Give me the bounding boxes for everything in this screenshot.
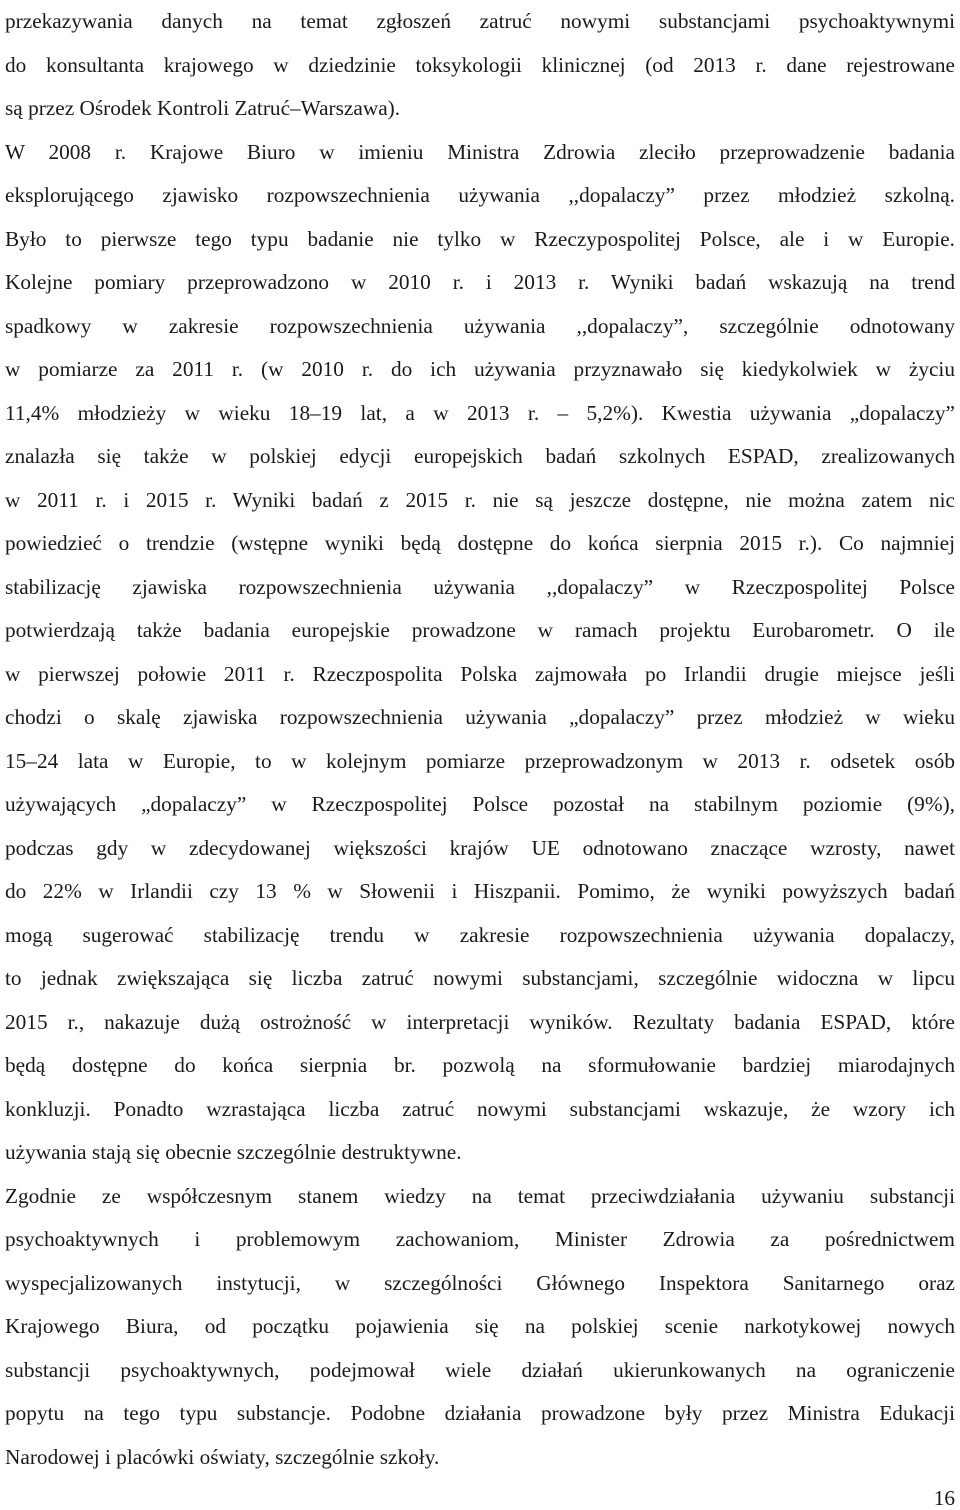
page-number: 16 bbox=[933, 1486, 955, 1510]
document-body bbox=[5, 0, 955, 1479]
text-line: eksplorującego zjawisko rozpowszechnienia używania ,,dopalaczy” przez młodzież szkolną. bbox=[5, 183, 955, 207]
text-line: W 2008 r. Krajowe Biuro w imieniu Ministra Zdrowia zleciło przeprowadzenie badania bbox=[5, 139, 955, 164]
text-line: popytu na tego typu substancje. Podobne działania prowadzone były przez Ministra Edukacji bbox=[5, 1401, 955, 1425]
text-line: Narodowej i placówki oświaty, szczególnie szkoły. bbox=[5, 1444, 440, 1469]
text-line: Zgodnie ze współczesnym stanem wiedzy na temat przeciwdziałania używaniu substancji bbox=[5, 1183, 955, 1208]
text-line: w pierwszej połowie 2011 r. Rzeczpospolita Polska zajmowała po Irlandii drugie miejsce jeśli bbox=[5, 661, 955, 686]
text-line: są przez Ośrodek Kontroli Zatruć–Warszawa). bbox=[5, 96, 401, 120]
text-line: będą dostępne do końca sierpnia br. pozwolą na sformułowanie bardziej miarodajnych bbox=[5, 1053, 955, 1077]
text-line: przekazywania danych na temat zgłoszeń zatruć nowymi substancjami psychoaktywnymi bbox=[5, 9, 955, 33]
text-line: stabilizację zjawiska rozpowszechnienia używania ,,dopalaczy” w Rzeczpospolitej Polsce bbox=[5, 574, 955, 599]
text-line: w pomiarze za 2011 r. (w 2010 r. do ich używania przyznawało się kiedykolwiek w życiu bbox=[5, 357, 955, 381]
text-line: substancji psychoaktywnych, podejmował wiele działań ukierunkowanych na ograniczenie bbox=[5, 1357, 955, 1382]
text-line: znalazła się także w polskiej edycji europejskich badań szkolnych ESPAD, zrealizowanych bbox=[5, 444, 955, 468]
text-line: do konsultanta krajowego w dziedzinie toksykologii klinicznej (od 2013 r. dane rejestrowane bbox=[5, 52, 955, 77]
text-line: Kolejne pomiary przeprowadzono w 2010 r. i 2013 r. Wyniki badań wskazują na trend bbox=[5, 270, 955, 294]
text-line: Było to pierwsze tego typu badanie nie tylko w Rzeczypospolitej Polsce, ale i w Europie. bbox=[5, 226, 955, 251]
text-line: wyspecjalizowanych instytucji, w szczególności Głównego Inspektora Sanitarnego oraz bbox=[5, 1270, 955, 1295]
text-line: potwierdzają także badania europejskie prowadzone w ramach projektu Eurobarometr. O ile bbox=[5, 618, 955, 642]
text-line: 15–24 lata w Europie, to w kolejnym pomiarze przeprowadzonym w 2013 r. odsetek osób bbox=[5, 748, 955, 773]
text-line: 11,4% młodzieży w wieku 18–19 lat, a w 2013 r. – 5,2%). Kwestia używania „dopalaczy” bbox=[5, 400, 955, 425]
text-line: powiedzieć o trendzie (wstępne wyniki będą dostępne do końca sierpnia 2015 r.). Co najmniej bbox=[5, 531, 955, 555]
text-line: podczas gdy w zdecydowanej większości krajów UE odnotowano znaczące wzrosty, nawet bbox=[5, 835, 955, 860]
text-line: Krajowego Biura, od początku pojawienia się na polskiej scenie narkotykowej nowych bbox=[5, 1314, 955, 1338]
text-line: w 2011 r. i 2015 r. Wyniki badań z 2015 r. nie są jeszcze dostępne, nie można zatem nic bbox=[5, 487, 955, 512]
text-line: konkluzji. Ponadto wzrastająca liczba zatruć nowymi substancjami wskazuje, że wzory ich bbox=[5, 1096, 955, 1121]
text-line: mogą sugerować stabilizację trendu w zakresie rozpowszechnienia używania dopalaczy, bbox=[5, 922, 955, 947]
text-line: to jednak zwiększająca się liczba zatruć nowymi substancjami, szczególnie widoczna w lipcu bbox=[5, 966, 955, 990]
text-line: używających „dopalaczy” w Rzeczpospolitej Polsce pozostał na stabilnym poziomie (9%), bbox=[5, 792, 955, 816]
text-line: chodzi o skalę zjawiska rozpowszechnienia używania „dopalaczy” przez młodzież w wieku bbox=[5, 705, 955, 729]
text-line: psychoaktywnych i problemowym zachowaniom, Minister Zdrowia za pośrednictwem bbox=[5, 1227, 955, 1251]
text-line: używania stają się obecnie szczególnie destruktywne. bbox=[5, 1140, 462, 1164]
text-line: do 22% w Irlandii czy 13 % w Słowenii i Hiszpanii. Pomimo, że wyniki powyższych badań bbox=[5, 879, 955, 903]
text-line: spadkowy w zakresie rozpowszechnienia używania ,,dopalaczy”, szczególnie odnotowany bbox=[5, 313, 955, 338]
text-line: 2015 r., nakazuje dużą ostrożność w interpretacji wyników. Rezultaty badania ESPAD, które bbox=[5, 1009, 955, 1034]
